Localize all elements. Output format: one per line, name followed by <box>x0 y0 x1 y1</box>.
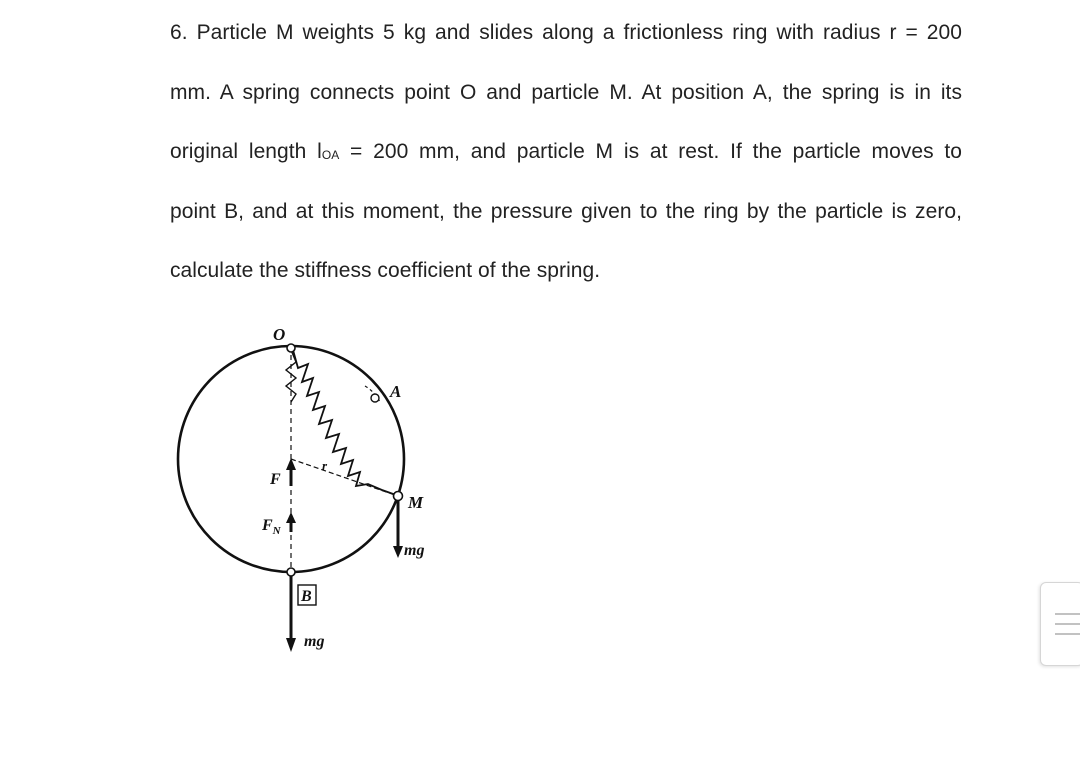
label-mg-b: mg <box>304 633 325 650</box>
problem-line-4: point B, and at this moment, the pressure given to the ring by the particle is zero, <box>170 199 962 223</box>
label-a: A <box>390 382 402 401</box>
label-fn <box>261 517 282 537</box>
label-mg-m: mg <box>404 542 425 559</box>
drag-handle-icon <box>1055 613 1080 615</box>
label-b: B <box>301 588 312 605</box>
position-a-dot <box>371 394 379 402</box>
ring-spring-figure <box>170 310 470 670</box>
problem-line-2: mm. A spring connects point O and particle M. At position A, the spring is in its <box>170 80 962 104</box>
drag-handle-icon <box>1055 623 1080 625</box>
label-r: r <box>322 458 328 473</box>
problem-line-1: 6. Particle M weights 5 kg and slides along a frictionless ring with radius r = 200 <box>170 21 962 44</box>
scroll-handle[interactable] <box>1040 582 1080 666</box>
label-o: O <box>273 325 286 344</box>
spring-om <box>293 350 396 495</box>
problem-statement <box>170 0 962 301</box>
problem-line-3-start: original length l <box>170 140 322 163</box>
particle-b <box>287 568 295 576</box>
fn-arrow-head <box>286 512 296 523</box>
point-o <box>287 344 295 352</box>
mg-arrow-b-head <box>286 638 296 652</box>
label-m: M <box>408 493 424 512</box>
particle-m <box>394 492 403 501</box>
length-subscript: OA <box>321 148 340 162</box>
problem-line-5: calculate the stiffness coefficient of the spring. <box>170 259 601 282</box>
mg-arrow-m-head <box>393 546 403 558</box>
drag-handle-icon <box>1055 633 1080 635</box>
label-fn-main: F <box>262 517 273 534</box>
label-f: F <box>270 471 281 488</box>
problem-line-3 <box>170 122 962 182</box>
label-fn-sub: N <box>272 525 281 537</box>
ring-spring-diagram <box>170 310 470 670</box>
problem-line-3-end: = 200 mm, and particle M is at rest. If the particle moves to <box>339 140 962 163</box>
